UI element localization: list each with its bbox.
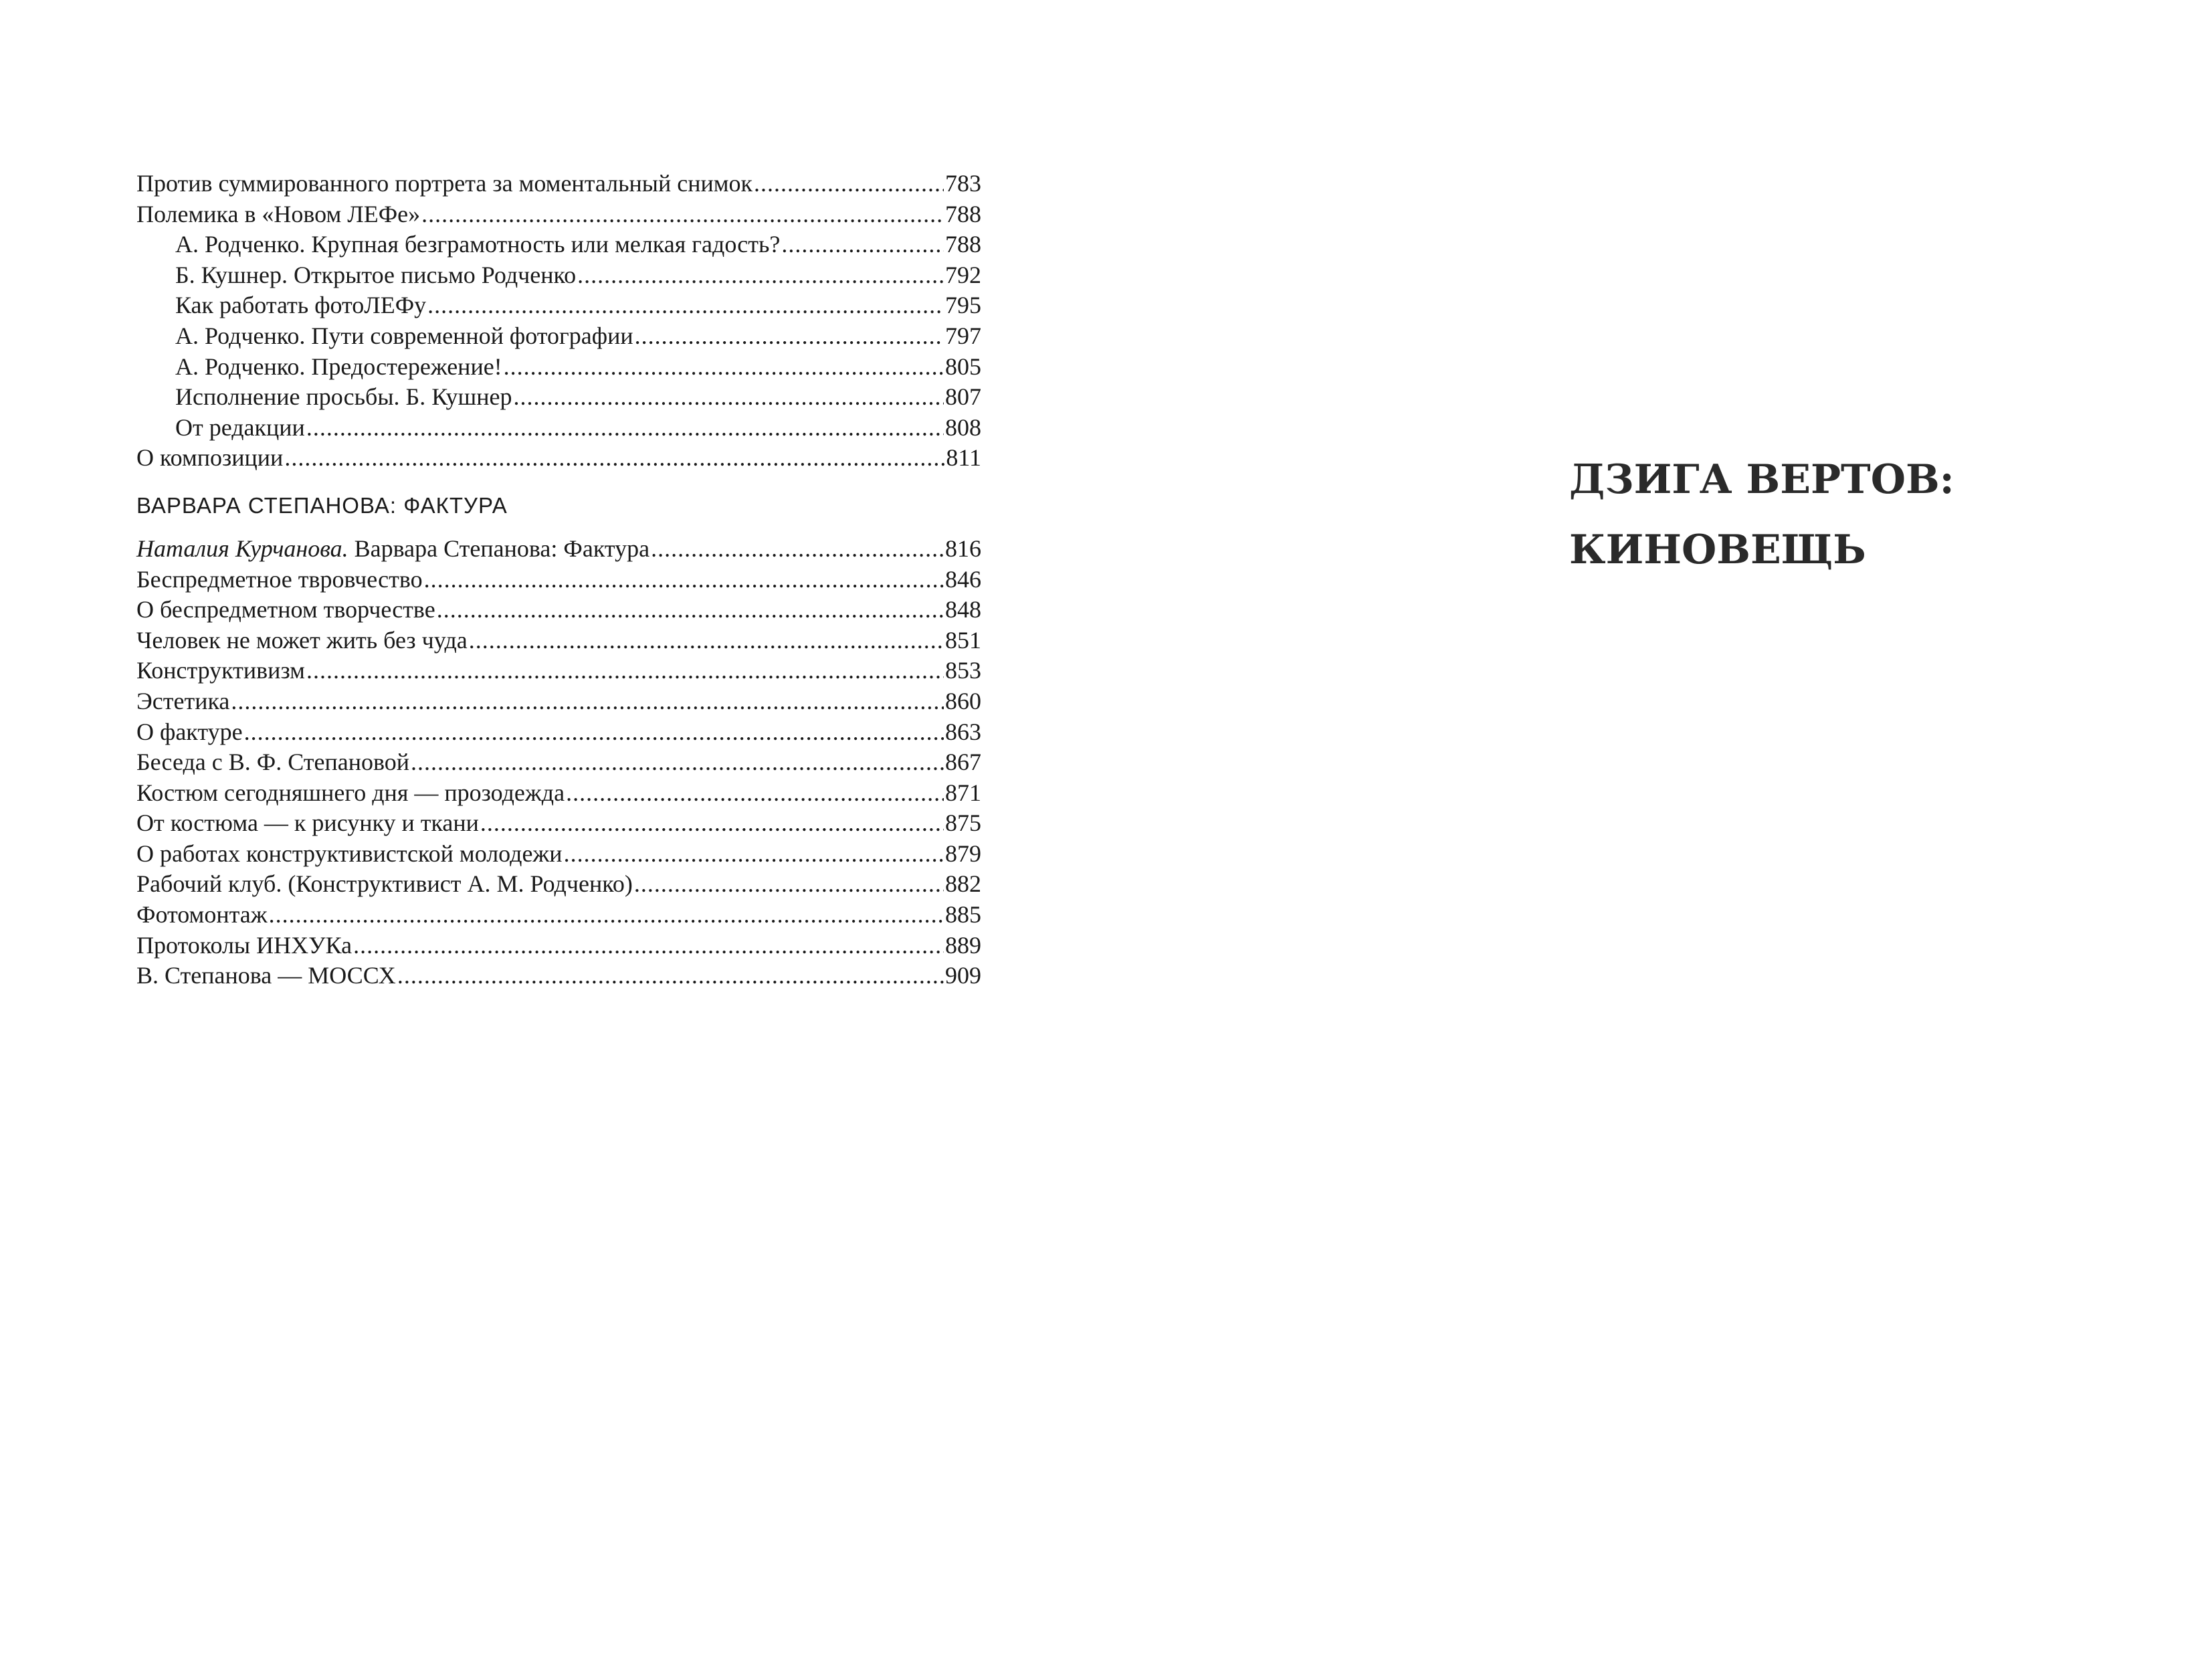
toc-group-stepanova <box>136 565 981 991</box>
toc-entry <box>136 413 981 444</box>
toc-entry-page: 783 <box>945 170 981 197</box>
toc-entry-page: 860 <box>945 687 981 714</box>
toc-leader-dots <box>480 808 944 839</box>
toc-entry-page: 885 <box>945 901 981 929</box>
toc-entry-title: Как работать фотоЛЕФу <box>175 292 427 319</box>
toc-entry <box>136 778 981 809</box>
chapter-title <box>1569 445 1954 585</box>
toc-entry-title <box>136 534 649 565</box>
toc-entry-title: Человек не может жить без чуда <box>136 626 468 654</box>
toc-entry <box>136 290 981 321</box>
toc-entry <box>136 839 981 870</box>
toc-entry-title: Эстетика <box>136 687 230 714</box>
toc-entry-page: 811 <box>946 444 981 472</box>
toc-leader-dots <box>469 625 944 656</box>
toc-leader-dots <box>306 413 944 444</box>
toc-entry-title: В. Степанова — МОССХ <box>136 962 396 989</box>
toc-entry-title: О беспредметном творчестве <box>136 596 435 623</box>
toc-entry-title: Фотомонтаж <box>136 901 268 929</box>
toc-entry-title: А. Родченко. Предостережение! <box>175 353 502 380</box>
toc-entry-page: 788 <box>945 200 981 227</box>
toc-entry-title: Конструктивизм <box>136 657 305 684</box>
toc-leader-dots <box>421 199 944 230</box>
toc-entry-page: 808 <box>945 413 981 441</box>
toc-leader-dots <box>411 747 944 778</box>
toc-entry-title-text: Варвара Степанова: Фактура <box>348 534 650 562</box>
toc-leader-dots <box>577 260 944 291</box>
toc-entry-page: 807 <box>945 383 981 411</box>
section-heading: ВАРВАРА СТЕПАНОВА: ФАКТУРА <box>136 492 508 518</box>
toc-entry-page: 863 <box>945 718 981 745</box>
toc-entry-title: Беседа с В. Ф. Степановой <box>136 749 409 776</box>
toc-leader-dots <box>284 443 944 474</box>
toc-leader-dots <box>437 595 944 625</box>
toc-entry-title: О композиции <box>136 444 284 472</box>
toc-entry-title: О работах конструктивистской молодежи <box>136 840 563 867</box>
toc-entry <box>136 565 981 595</box>
toc-entry <box>136 869 981 900</box>
toc-entry-page: 851 <box>945 626 981 654</box>
toc-entry <box>136 321 981 352</box>
toc-entry-title: От костюма — к рисунку и ткани <box>136 809 479 837</box>
toc-entry-page: 797 <box>945 322 981 349</box>
toc-entry-title: Рабочий клуб. (Конструктивист А. М. Родченко) <box>136 870 633 898</box>
toc-group-lef <box>136 169 981 474</box>
toc-leader-dots <box>781 229 944 260</box>
toc-entry <box>136 382 981 413</box>
toc-entry-author: Наталия Курчанова. <box>136 534 348 562</box>
toc-leader-dots <box>231 686 944 717</box>
toc-entry <box>136 169 981 199</box>
toc-leader-dots <box>754 169 944 199</box>
toc-entry <box>136 229 981 260</box>
toc-leader-dots <box>651 534 944 565</box>
chapter-title-line-2: КИНОВЕЩЬ <box>1569 526 1866 573</box>
toc-leader-dots <box>353 931 944 961</box>
toc-entry-page: 846 <box>945 565 981 593</box>
toc-entry-title: Б. Кушнер. Открытое письмо Родченко <box>175 261 577 288</box>
toc-entry <box>136 900 981 931</box>
toc-entry-page: 788 <box>945 231 981 258</box>
table-of-contents <box>136 169 981 991</box>
toc-entry <box>136 686 981 717</box>
toc-entry-page: 889 <box>945 931 981 959</box>
toc-entry-page: 867 <box>945 749 981 776</box>
toc-entry <box>136 747 981 778</box>
toc-entry-title: А. Родченко. Пути современной фотографии <box>175 322 633 349</box>
toc-leader-dots <box>269 900 944 931</box>
toc-leader-dots <box>424 565 944 595</box>
toc-leader-dots <box>397 961 944 991</box>
toc-entry-page: 875 <box>945 809 981 837</box>
toc-entry <box>136 260 981 291</box>
toc-entry-title: От редакции <box>175 413 305 441</box>
toc-entry <box>136 352 981 383</box>
toc-entry-title: Полемика в «Новом ЛЕФе» <box>136 200 421 227</box>
toc-entry-title: Исполнение просьбы. Б. Кушнер <box>175 383 512 411</box>
toc-entry <box>136 199 981 230</box>
toc-leader-dots <box>427 290 944 321</box>
chapter-title-line-1: ДЗИГА ВЕРТОВ: <box>1569 456 1954 503</box>
toc-entry <box>136 656 981 686</box>
toc-entry <box>136 717 981 748</box>
toc-entry-page: 853 <box>945 657 981 684</box>
toc-entry-title: Протоколы ИНХУКа <box>136 931 353 959</box>
toc-entry-page: 871 <box>945 779 981 806</box>
toc-entry <box>136 595 981 625</box>
toc-entry <box>136 534 981 565</box>
toc-entry <box>136 931 981 961</box>
toc-entry-page: 795 <box>945 292 981 319</box>
toc-leader-dots <box>306 656 944 686</box>
toc-entry-title: Беспредметное твровчество <box>136 565 423 593</box>
toc-entry <box>136 443 981 474</box>
toc-entry <box>136 961 981 991</box>
toc-entry-page: 882 <box>945 870 981 898</box>
toc-leader-dots <box>504 352 944 383</box>
toc-leader-dots <box>634 869 944 900</box>
toc-leader-dots <box>566 778 944 809</box>
toc-leader-dots <box>564 839 944 870</box>
toc-entry-page: 879 <box>945 840 981 867</box>
toc-entry-title: Против суммированного портрета за моментальный снимок <box>136 170 753 197</box>
toc-entry-page: 848 <box>945 596 981 623</box>
toc-entry-page: 792 <box>945 261 981 288</box>
toc-leader-dots <box>635 321 944 352</box>
toc-entry-title: О фактуре <box>136 718 243 745</box>
toc-entry-page: 909 <box>945 962 981 989</box>
toc-entry-title: А. Родченко. Крупная безграмотность или мелкая гадость? <box>175 231 781 258</box>
toc-entry <box>136 625 981 656</box>
toc-entry-page: 805 <box>945 353 981 380</box>
toc-entry-page: 816 <box>945 534 981 562</box>
toc-entry <box>136 808 981 839</box>
toc-leader-dots <box>514 382 944 413</box>
toc-entry-title: Костюм сегодняшнего дня — прозодежда <box>136 779 565 806</box>
toc-leader-dots <box>244 717 944 748</box>
